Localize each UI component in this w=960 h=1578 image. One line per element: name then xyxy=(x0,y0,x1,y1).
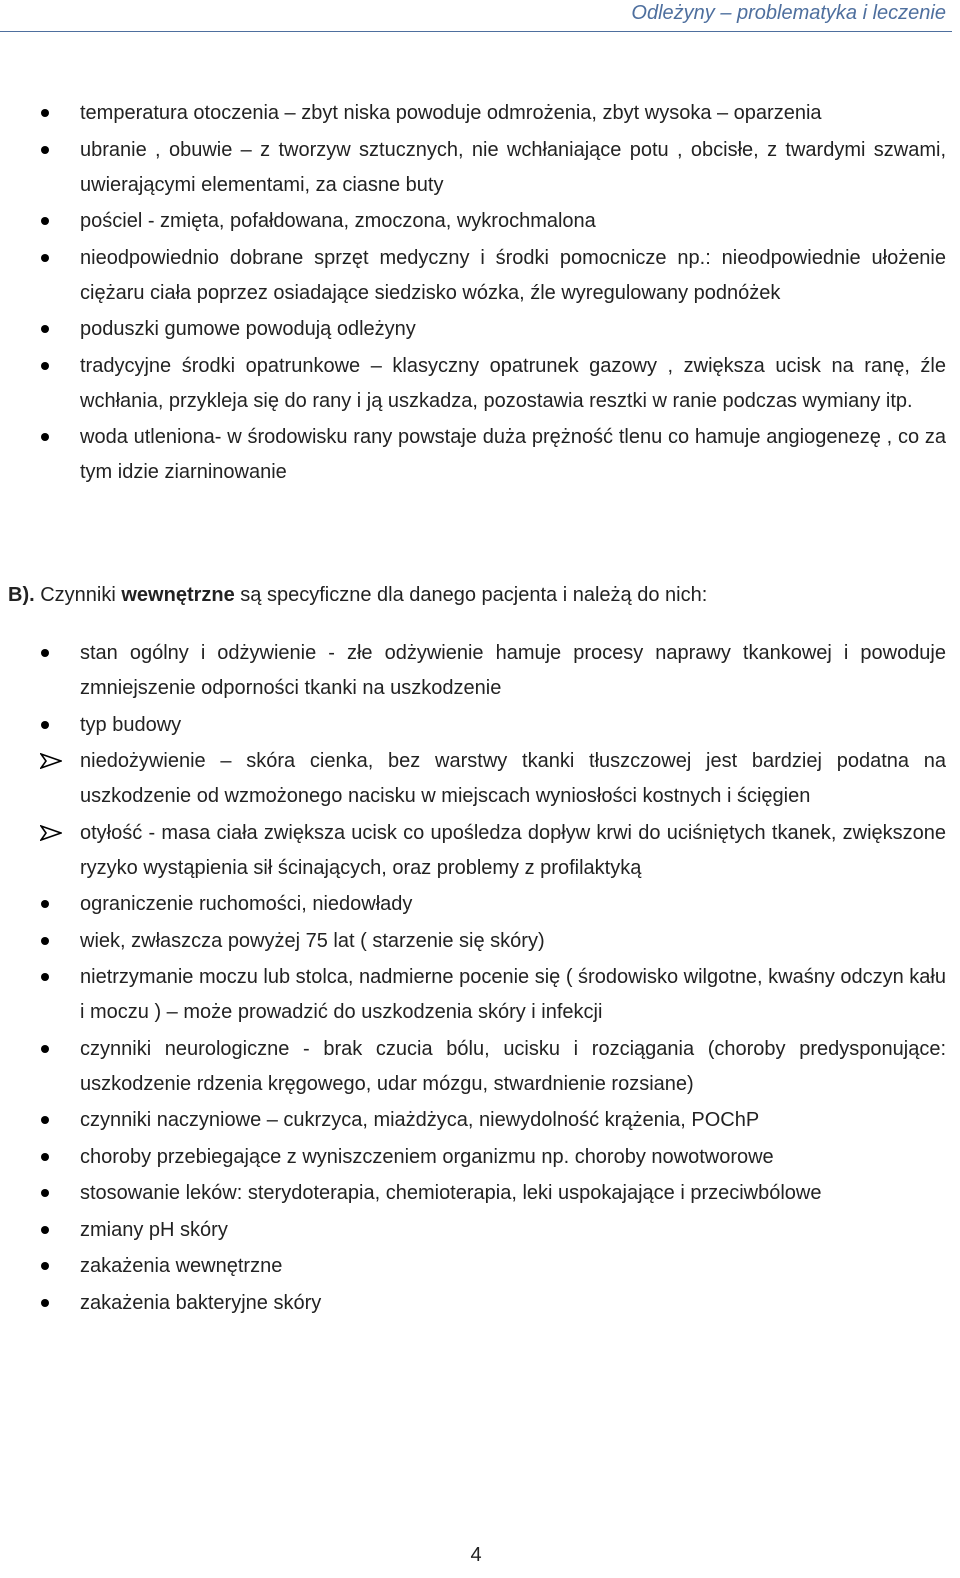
header-title: Odleżyny – problematyka i leczenie xyxy=(631,2,946,24)
list-item-text: nieodpowiednio dobrane sprzęt medyczny i środki pomocnicze np.: nieodpowiednie ułożenie ciężaru ciała poprzez osiadające siedzisko wózka, źle wyregulowany podnóżek xyxy=(80,246,946,304)
internal-factors-list xyxy=(0,636,960,1322)
list-item-text: otyłość - masa ciała zwiększa ucisk co upośledza dopływ krwi do uciśniętych tkanek, zwiększone ryzyko wystąpienia sił ścinających, oraz problemy z profilaktyką xyxy=(80,821,946,879)
list-item xyxy=(0,420,960,490)
external-factors-list xyxy=(0,96,960,492)
page-header xyxy=(0,0,960,32)
list-item xyxy=(0,636,960,706)
list-item xyxy=(0,816,960,886)
list-item xyxy=(0,349,960,419)
list-item xyxy=(0,96,960,131)
list-item xyxy=(0,708,960,743)
bullet-icon xyxy=(41,217,49,225)
header-rule xyxy=(0,31,952,32)
list-item xyxy=(0,887,960,922)
list-item xyxy=(0,241,960,311)
bullet-icon xyxy=(41,109,49,117)
bullet-icon xyxy=(41,900,49,908)
list-item-text: wiek, zwłaszcza powyżej 75 lat ( starzenie się skóry) xyxy=(80,929,545,952)
section-b-bold-word: wewnętrzne xyxy=(121,584,235,606)
list-item-text: czynniki naczyniowe – cukrzyca, miażdżyca, niewydolność krążenia, POChP xyxy=(80,1109,760,1131)
bullet-icon xyxy=(41,146,49,154)
list-item-text: zakażenia wewnętrzne xyxy=(80,1255,283,1277)
list-item-text: tradycyjne środki opatrunkowe – klasyczny opatrunek gazowy , zwiększa ucisk na ranę, źle wchłania, przykleja się do rany i ją uszkadza, pozostawia resztki w ranie podczas wymiany itp. xyxy=(80,354,946,412)
bullet-icon xyxy=(41,1153,49,1161)
bullet-icon xyxy=(41,973,49,981)
bullet-icon xyxy=(41,649,49,657)
section-b-label: B). xyxy=(8,584,35,606)
bullet-icon xyxy=(41,1045,49,1053)
list-item xyxy=(0,1176,960,1211)
bullet-icon xyxy=(41,254,49,262)
section-b-text-before: Czynniki xyxy=(34,584,122,606)
list-item-text: stosowanie leków: sterydoterapia, chemioterapia, leki uspokajające i przeciwbólowe xyxy=(80,1182,822,1204)
list-item xyxy=(0,204,960,239)
bullet-icon xyxy=(41,1299,49,1307)
list-item xyxy=(0,1249,960,1284)
list-item-text: typ budowy xyxy=(80,713,182,736)
bullet-icon xyxy=(41,1116,49,1124)
list-item-text: stan ogólny i odżywienie - złe odżywienie hamuje procesy naprawy tkankowej i powoduje zmniejszenie odporności tkanki na uszkodzenie xyxy=(80,642,946,699)
section-b-text-after: są specyficzne dla danego pacjenta i należą do nich: xyxy=(234,584,708,606)
bullet-icon xyxy=(41,937,49,945)
bullet-icon xyxy=(41,325,49,333)
list-item-text: ograniczenie ruchomości, niedowłady xyxy=(80,893,413,915)
arrow-bullet-icon xyxy=(40,753,62,769)
section-b-heading xyxy=(8,578,707,613)
list-item-text: poduszki gumowe powodują odleżyny xyxy=(80,318,416,340)
list-item xyxy=(0,1032,960,1102)
list-item-text: woda utleniona- w środowisku rany powstaje duża prężność tlenu co hamuje angiogenezę , co za tym idzie ziarninowanie xyxy=(80,426,946,483)
list-item xyxy=(0,744,960,814)
bullet-icon xyxy=(41,1189,49,1197)
list-item xyxy=(0,924,960,959)
bullet-icon xyxy=(41,362,49,370)
list-item xyxy=(0,1140,960,1175)
bullet-icon xyxy=(41,433,49,441)
list-item xyxy=(0,312,960,347)
list-item-text: ubranie , obuwie – z tworzyw sztucznych, nie wchłaniające potu , obcisłe, z twardymi szwami, uwierającymi elementami, za ciasne buty xyxy=(80,138,946,196)
page-number: 4 xyxy=(470,1544,482,1566)
list-item-text: temperatura otoczenia – zbyt niska powoduje odmrożenia, zbyt wysoka – oparzenia xyxy=(80,102,822,124)
list-item-text: zmiany pH skóry xyxy=(80,1218,228,1241)
list-item xyxy=(0,1286,960,1321)
list-item-text: czynniki neurologiczne - brak czucia bólu, ucisku i rozciągania (choroby predysponujące: uszkodzenie rdzenia kręgowego, udar mózgu, stwardnienie rozsiane) xyxy=(80,1037,946,1095)
list-item-text: zakażenia bakteryjne skóry xyxy=(80,1291,322,1314)
list-item-text: niedożywienie – skóra cienka, bez warstwy tkanki tłuszczowej jest bardziej podatna na uszkodzenie od wzmożonego nacisku w miejscach wyniosłości kostnych i ścięgien xyxy=(80,750,946,807)
list-item xyxy=(0,133,960,203)
list-item-text: nietrzymanie moczu lub stolca, nadmierne pocenie się ( środowisko wilgotne, kwaśny odczyn kału i moczu ) – może prowadzić do uszkodzenia skóry i infekcji xyxy=(80,966,946,1023)
list-item xyxy=(0,960,960,1030)
bullet-icon xyxy=(41,721,49,729)
bullet-icon xyxy=(41,1226,49,1234)
list-item xyxy=(0,1213,960,1248)
list-item xyxy=(0,1103,960,1138)
list-item-text: choroby przebiegające z wyniszczeniem organizmu np. choroby nowotworowe xyxy=(80,1145,774,1168)
arrow-bullet-icon xyxy=(40,825,62,841)
list-item-text: pościel - zmięta, pofałdowana, zmoczona, wykrochmalona xyxy=(80,210,596,232)
bullet-icon xyxy=(41,1262,49,1270)
